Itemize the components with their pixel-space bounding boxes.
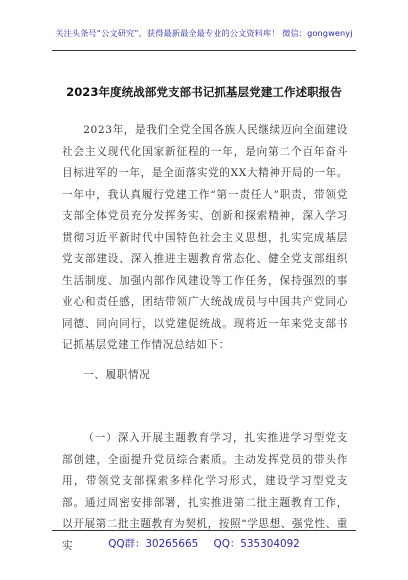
footer-qq-number: QQ：535304092 [213,538,300,550]
header-note: 关注头条号“公文研究”，获得最新最全最专业的公文资料库！ 微信：gongwenyj [55,28,353,38]
section-heading-performance: 一、履职情况 [83,369,151,381]
footer-contact [0,535,408,550]
paragraph-intro: 2023年，是我们全党全国各族人民继续迈向全面建设社会主义现代化国家新征程的一年，是向第二个百年奋斗目标进军的一年，是全面落实党的XX大精神开局的一年。一年中，我认真履行党建工作“第一责任人”职责，带领党支部全体党员充分发挥务实、创新和探索精神，深入学习贯彻习近平新时代中国特色社会主义思想，扎实完成基层党支部建设、深入推进主题教育常态化、健全党支部组织生活制度、加强内部作风建设等工作任务，保持强烈的事业心和责任感，团结带领广大统战成员与中国共产党同心同德、同向同行，以党建促统战。现将近一年来党支部书记抓基层党建工作情况总结如下： [62,124,348,351]
document-title: 2023年度统战部党支部书记抓基层党建工作述职报告 [66,85,342,99]
footer-qq-group: QQ群：30265665 [108,538,199,550]
footer-divider [52,530,356,531]
header-divider [52,50,356,51]
paragraph-study: （一）深入开展主题教育学习，扎实推进学习型党支部创建，全面提升党员综合素质。主动发挥党员的带头作用，带领党支部探索多样化学习形式，建设学习型党支部。通过周密安排部署，扎实推进第二批主题教育工作，以开展第二批主题教育为契机，按照“学思想、强党性、重实 [62,432,348,552]
